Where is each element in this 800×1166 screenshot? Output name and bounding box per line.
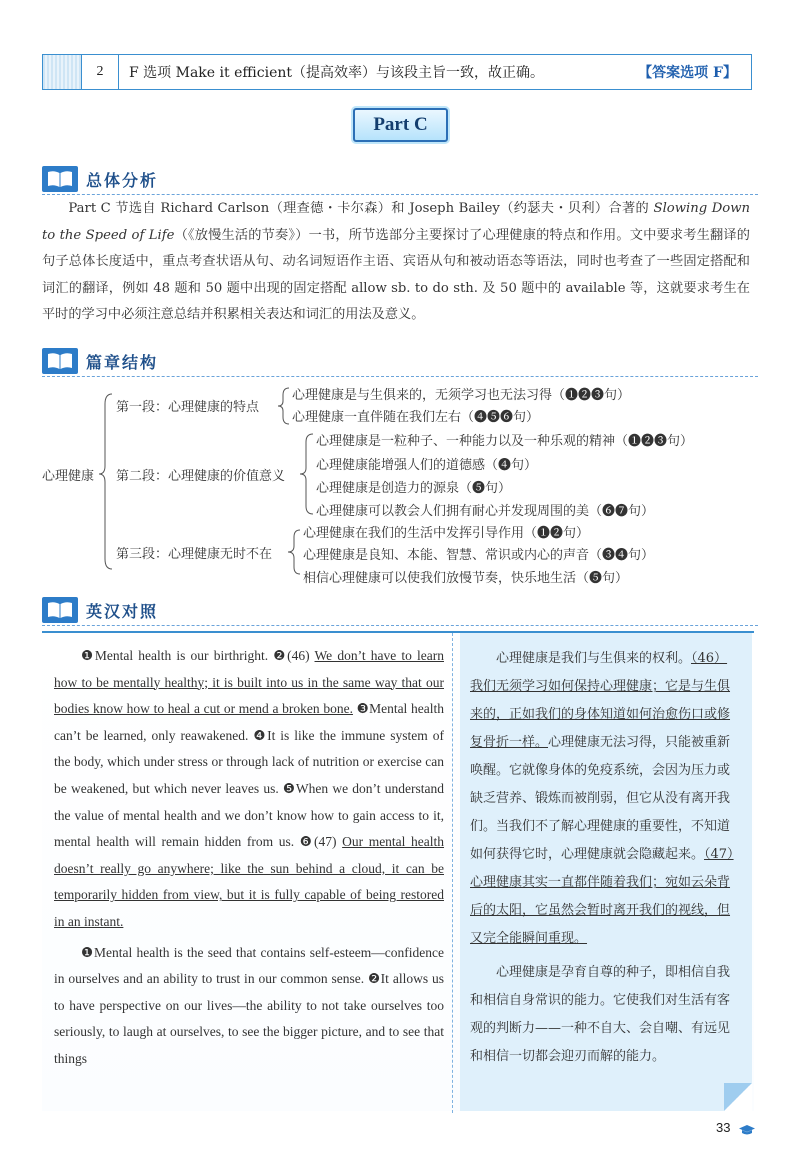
sentence: 心理健康是我们与生俱来的权利。 (496, 651, 692, 666)
page-number: 33 (716, 1120, 731, 1135)
section-divider (42, 193, 758, 195)
section-title: 篇章结构 (86, 353, 159, 372)
branch-item: 心理健康是良知、本能、智慧、常识或内心的声音（❸❹句） (303, 548, 655, 563)
branch-item: 心理健康是一粒种子、一种能力以及一种乐观的精神（❶❷❸句） (316, 434, 694, 449)
row-decoration (43, 55, 82, 89)
sentence: 心理健康无法习得，只能被重新唤醒。它就像身体的免疫系统，会因为压力或缺乏营养、锻炼而被削弱，但它从没有离开我们。当我们不了解心理健康的重要性，不知道如何获得它时，心理健康就会隐藏起来。 (470, 735, 731, 862)
overview-text-pre: Part C 节选自 Richard Carlson（理查德・卡尔森）和 Joseph Bailey（约瑟夫・贝利）合著的 (68, 201, 654, 216)
branch-label: 第二段：心理健康的价值意义 (116, 469, 286, 484)
english-column (54, 643, 444, 1073)
structure-tree (42, 384, 758, 594)
book-icon (42, 348, 78, 374)
book-icon (42, 597, 78, 623)
english-paragraph-2: ❶Mental health is the seed that contains self-esteem—confidence in ourselves and an ability to trust in our common sense. ❷It allows us to have perspective on our lives—the ability to not take ourselves too seriously, to laugh at ourselves, to see the bigger picture, and to see that things (54, 944, 444, 1066)
section-header-overview (42, 166, 758, 192)
tree-root: 心理健康 (42, 469, 95, 484)
chinese-paragraph-1 (470, 645, 740, 953)
answer-row (42, 54, 752, 90)
section-divider (42, 375, 758, 377)
section-header-bilingual (42, 597, 758, 623)
branch-label: 第一段：心理健康的特点 (116, 400, 260, 415)
branch-item: 心理健康能增强人们的道德感（❹句） (316, 458, 538, 473)
overview-text-post: （《放慢生活的节奏》）一书，所节选部分主要探讨了心理健康的特点和作用。文中要求考生翻译的句子总体长度适中，重点考查状语从句、动名词短语作主语、宾语从句和被动语态等语法，同时也考查了一些固定搭配和词汇的翻译，例如 48 题和 50 题中出现的固定搭配 allow sb. to do sth. 及 50 题中的 available 等，这就要求考生在平时的学习中必须注意总结并积累相关表达和词汇的用法及意义。 (42, 227, 750, 322)
sentence: ❸Mental health can’t be learned, only reawakened. ❹It is like the immune system of the body, which under stress or through lack of nutrition or exercise can be weakened, but which never leaves us. ❺When we don’t understand the value of mental health and we don’t know how to gain access to it, mental health will remain hidden from us. (54, 701, 444, 850)
underlined-translation-46: （46）我们无须学习如何保持心理健康；它是与生俱来的，正如我们的身体知道如何治愈伤口或修复骨折一样。 (470, 651, 731, 750)
branch-item: 相信心理健康可以使我们放慢节奏，快乐地生活（❺句） (303, 571, 629, 586)
bilingual-box (42, 631, 754, 1111)
chinese-column (460, 633, 752, 1111)
section-divider (42, 624, 758, 626)
english-paragraph-1 (54, 643, 444, 936)
section-title: 总体分析 (86, 171, 159, 190)
section-header-structure (42, 348, 758, 374)
answer-explanation: F 选项 Make it efficient（提高效率）与该段主旨一致，故正确。 (129, 65, 545, 81)
overview-paragraph (42, 196, 750, 329)
branch-item: 心理健康在我们的生活中发挥引导作用（❶❷句） (303, 526, 590, 541)
branch-item: 心理健康可以教会人们拥有耐心并发现周围的美（❻❼句） (316, 504, 655, 519)
branch-item: 心理健康一直伴随在我们左右（❹❺❻句） (292, 410, 540, 425)
underlined-sentence-46: We don’t have to learn how to be mentally healthy; it is built into us in the same way that our bodies know how to heal a cut or mend a broken bone. (54, 648, 444, 717)
answer-option: 【答案选项 F】 (638, 65, 737, 81)
book-title: Slowing Down to the Speed of Life (42, 201, 750, 243)
sentence: ❶Mental health is our birthright. (81, 648, 274, 663)
chinese-paragraph-2: 心理健康是孕育自尊的种子，即相信自我和相信自身常识的能力。它使我们对生活有客观的判断力——一种不自大、会自嘲、有远见和相信一切都会迎刃而解的能力。 (470, 965, 731, 1064)
sentence-number: ❻(47) (299, 834, 343, 850)
question-number: 2 (82, 55, 119, 89)
part-title: Part C (353, 108, 448, 142)
book-icon (42, 166, 78, 192)
page-fold-corner (724, 1083, 752, 1111)
branch-item: 心理健康是与生俱来的，无须学习也无法习得（❶❷❸句） (292, 388, 631, 403)
underlined-translation-47: （47）心理健康其实一直都伴随着我们；宛如云朵背后的太阳，它虽然会暂时离开我们的视线，但又完全能瞬间重现。 (470, 847, 734, 946)
branch-label: 第三段：心理健康无时不在 (116, 547, 273, 562)
branch-item: 心理健康是创造力的源泉（❺句） (316, 481, 512, 496)
section-title: 英汉对照 (86, 602, 159, 621)
column-divider (452, 633, 454, 1113)
underlined-sentence-47: Our mental health doesn’t really go anywhere; like the sun behind a cloud, it can be temporarily hidden from view, but it is fully capable of being restored in an instant. (54, 834, 445, 929)
sentence-number: ❷(46) (273, 648, 315, 663)
graduation-cap-icon (738, 1124, 756, 1136)
